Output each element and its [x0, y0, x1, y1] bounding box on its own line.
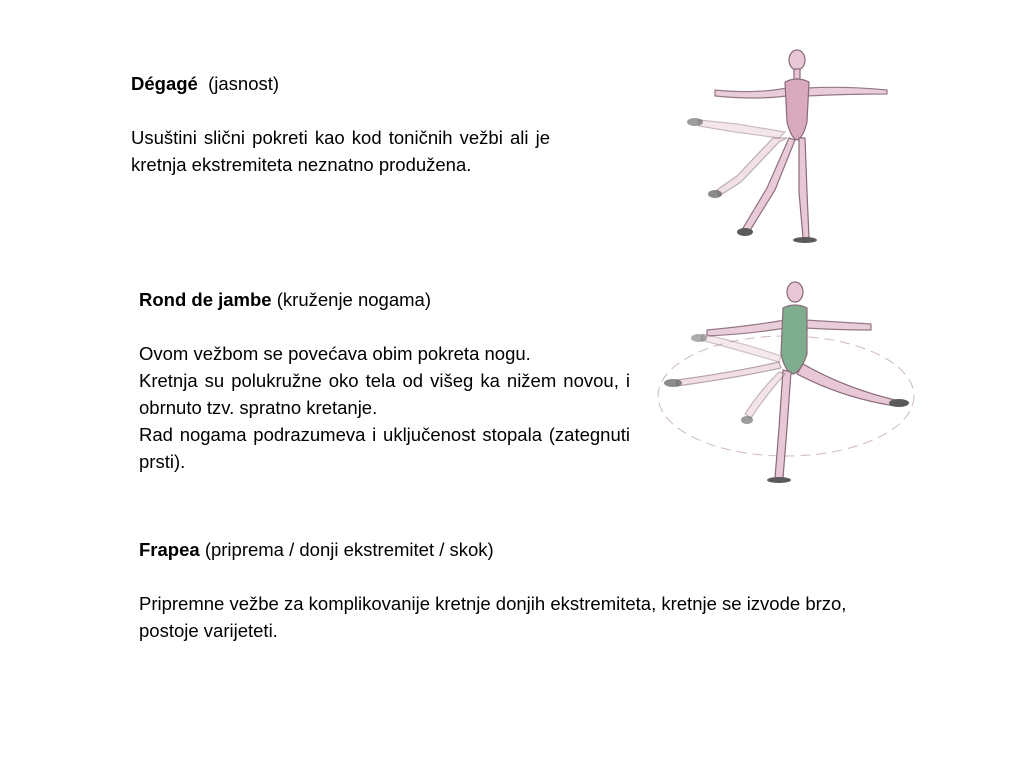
degage-subtitle: (jasnost) — [208, 73, 280, 94]
degage-body: Usuštini slični pokreti kao kod toničnih vežbi ali je kretnja ekstremiteta neznatno produžena. — [131, 127, 550, 175]
section-frapea — [139, 536, 899, 644]
degage-heading — [131, 70, 550, 97]
rond-line-1: Ovom vežbom se povećava obim pokreta nogu. — [139, 343, 531, 364]
rond-heading — [139, 286, 630, 313]
frapea-heading — [139, 536, 899, 563]
frapea-body: Pripremne vežbe za komplikovanije kretnje donjih ekstremiteta, kretnje se izvode brzo, postoje varijeteti. — [139, 593, 847, 641]
rond-title: Rond de jambe — [139, 289, 272, 310]
rond-line-2: Kretnja su polukružne oko tela od višeg ka nižem novou, i obrnuto tzv. spratno kretanje. — [139, 370, 630, 418]
rond-subtitle: (kruženje nogama) — [276, 289, 431, 310]
section-degage — [131, 70, 550, 178]
rond-line-3: Rad nogama podrazumeva i uključenost stopala (zategnuti prsti). — [139, 424, 630, 472]
ballerina-rond-de-jambe-illustration — [655, 278, 917, 498]
degage-title: Dégagé — [131, 73, 198, 94]
section-rond-de-jambe — [139, 286, 630, 475]
ballerina-degage-illustration — [675, 42, 895, 252]
frapea-subtitle: (priprema / donji ekstremitet / skok) — [204, 539, 494, 560]
frapea-title: Frapea — [139, 539, 200, 560]
